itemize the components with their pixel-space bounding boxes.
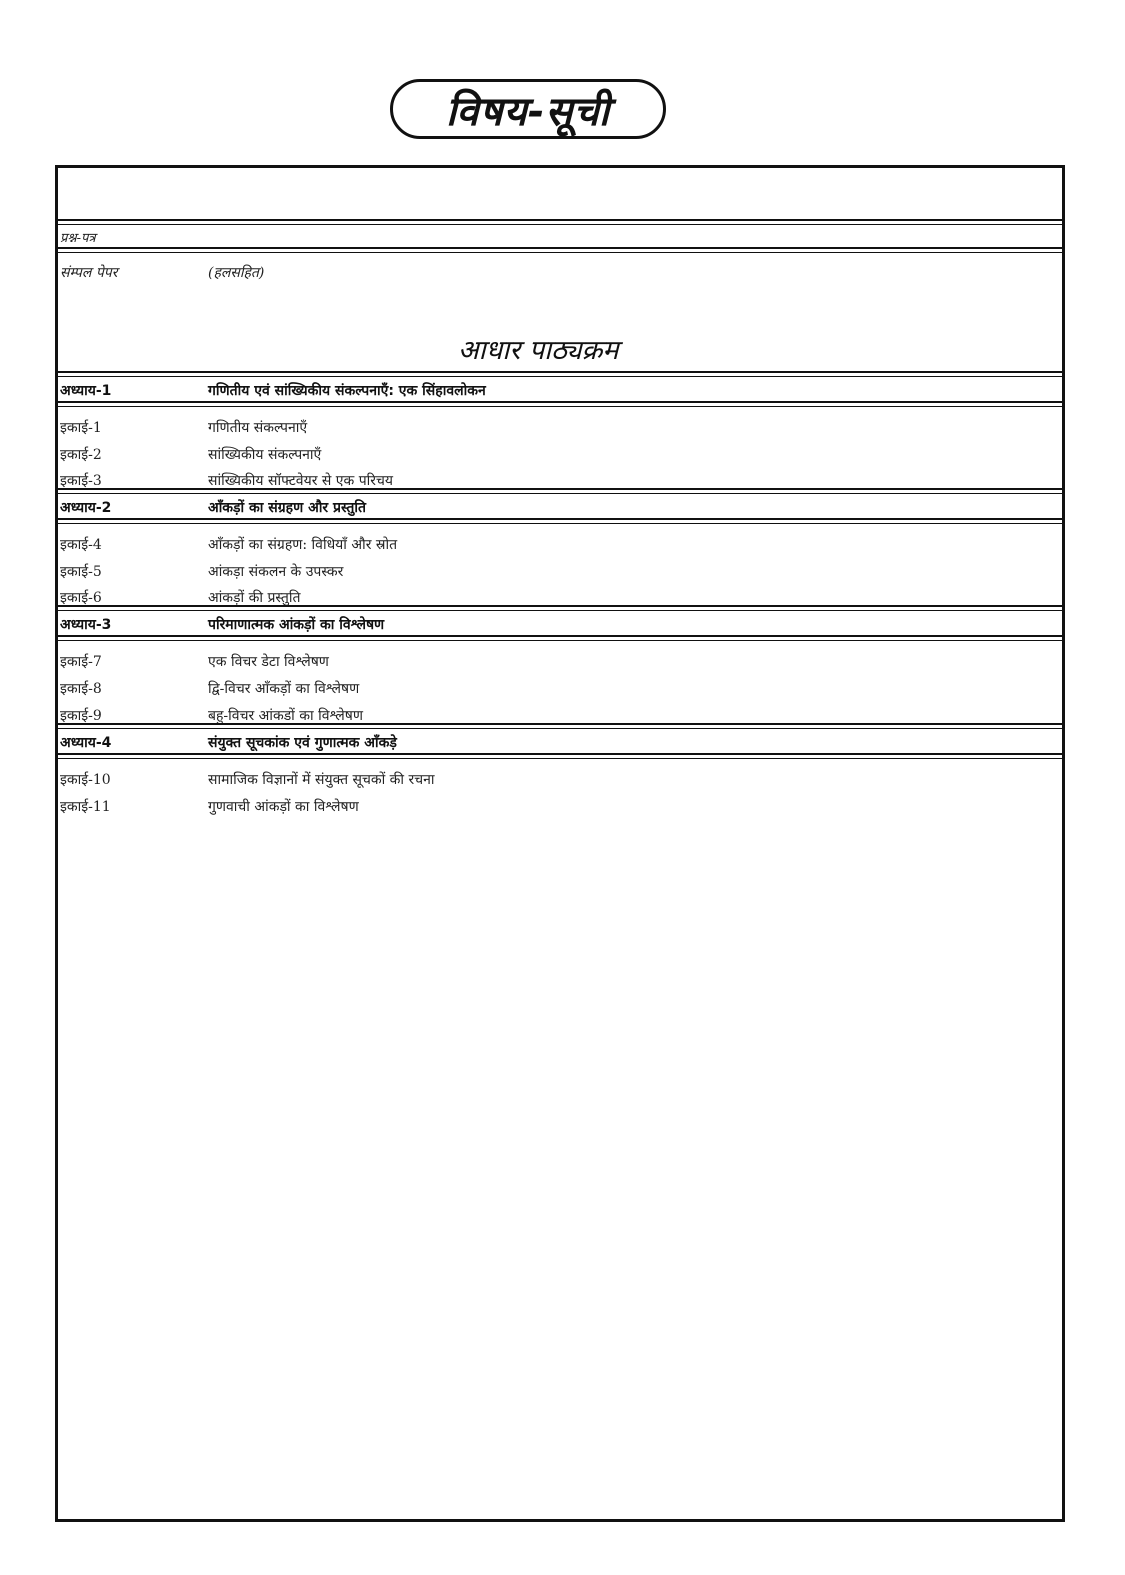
unit-label: इकाई-2 xyxy=(60,447,102,463)
chapter-title: परिमाणात्मक आंकड़ों का विश्लेषण xyxy=(208,617,385,633)
unit-title: सामाजिक विज्ञानों में संयुक्त सूचकों की रचना xyxy=(208,772,435,788)
sample-paper-label: संम्पल पेपर xyxy=(60,265,118,281)
unit-title: गणितीय संकल्पनाएँ xyxy=(208,420,308,436)
unit-title: आंकड़ों की प्रस्तुति xyxy=(208,590,301,606)
chapter-label: अध्याय-4 xyxy=(60,735,112,751)
chapter-title: संयुक्त सूचकांक एवं गुणात्मक आँकड़े xyxy=(208,735,397,751)
question-paper-header: प्रश्न-पत्र xyxy=(60,231,96,246)
unit-title: गुणवाची आंकड़ों का विश्लेषण xyxy=(208,799,359,815)
title-box xyxy=(390,79,666,139)
divider xyxy=(58,753,1062,759)
chapter-label: अध्याय-2 xyxy=(60,500,112,516)
chapter-title: आँकड़ों का संग्रहण और प्रस्तुति xyxy=(208,500,367,516)
chapter-label: अध्याय-1 xyxy=(60,383,112,399)
unit-label: इकाई-7 xyxy=(60,654,102,670)
divider xyxy=(58,219,1062,225)
divider xyxy=(58,371,1062,377)
sample-paper-note: (हलसहित) xyxy=(208,265,265,281)
divider xyxy=(58,488,1062,494)
section-heading: आधार पाठ्यक्रम xyxy=(458,335,619,366)
unit-title: द्वि-विचर आँकड़ों का विश्लेषण xyxy=(208,681,360,697)
divider xyxy=(58,605,1062,611)
divider xyxy=(58,635,1062,641)
unit-title: आंकड़ा संकलन के उपस्कर xyxy=(208,564,344,580)
unit-title: एक विचर डेटा विश्लेषण xyxy=(208,654,329,670)
unit-label: इकाई-6 xyxy=(60,590,102,606)
unit-title: सांख्यिकीय संकल्पनाएँ xyxy=(208,447,322,463)
unit-label: इकाई-11 xyxy=(60,799,111,815)
chapter-title: गणितीय एवं सांख्यिकीय संकल्पनाएँ: एक सिंहावलोकन xyxy=(208,383,486,399)
unit-label: इकाई-8 xyxy=(60,681,102,697)
divider xyxy=(58,247,1062,253)
divider xyxy=(58,401,1062,407)
divider xyxy=(58,723,1062,729)
divider xyxy=(58,518,1062,524)
contents-table xyxy=(55,165,1065,1522)
chapter-label: अध्याय-3 xyxy=(60,617,112,633)
unit-label: इकाई-1 xyxy=(60,420,102,436)
unit-title: आँकड़ों का संग्रहण: विधियाँ और स्रोत xyxy=(208,537,398,553)
page-title: विषय-सूची xyxy=(445,88,611,135)
unit-title: बहु-विचर आंकडों का विश्लेषण xyxy=(208,708,363,724)
unit-title: सांख्यिकीय सॉफ्टवेयर से एक परिचय xyxy=(208,473,394,489)
unit-label: इकाई-3 xyxy=(60,473,102,489)
unit-label: इकाई-9 xyxy=(60,708,102,724)
unit-label: इकाई-5 xyxy=(60,564,102,580)
unit-label: इकाई-10 xyxy=(60,772,111,788)
unit-label: इकाई-4 xyxy=(60,537,102,553)
